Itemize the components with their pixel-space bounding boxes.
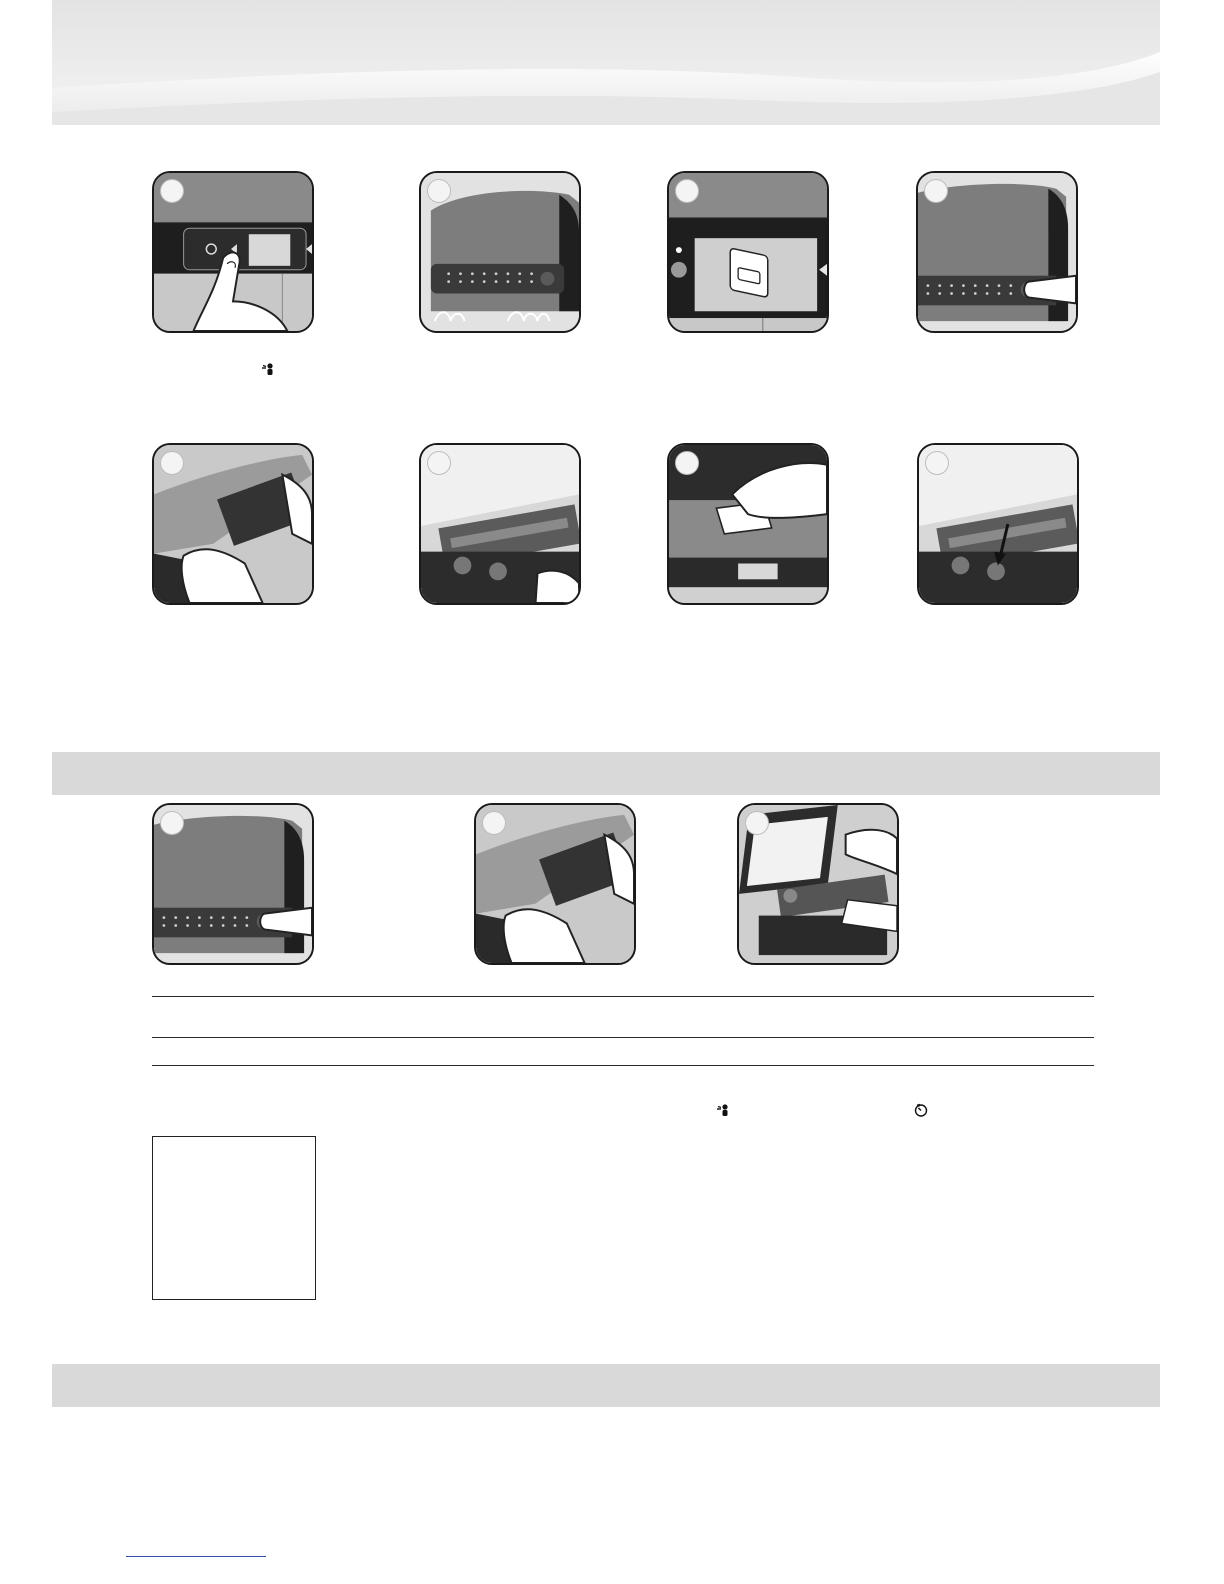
step-number-marker bbox=[160, 451, 184, 475]
table-rule-top bbox=[152, 996, 1094, 997]
table-rule-middle bbox=[152, 1037, 1094, 1038]
step-number-marker bbox=[675, 451, 699, 475]
step-number-marker bbox=[427, 451, 451, 475]
note-box bbox=[152, 1136, 316, 1300]
header-wave-band bbox=[52, 0, 1160, 125]
step-number-marker bbox=[427, 179, 451, 203]
table-rule-bottom bbox=[152, 1065, 1094, 1066]
illustration-lift-top-cover bbox=[152, 443, 314, 605]
illustration-press-control-panel-button bbox=[152, 171, 314, 333]
step-number-marker bbox=[675, 179, 699, 203]
sensor-cleaning-icon bbox=[716, 1103, 730, 1117]
illustration-wipe-inside-cloth bbox=[667, 443, 829, 605]
illustration-press-release-button bbox=[916, 171, 1078, 333]
illustration-display-shows-cleaning-prompt bbox=[667, 171, 829, 333]
illustration-clear-paper-jam bbox=[737, 803, 899, 965]
step-number-marker bbox=[745, 811, 769, 835]
illustration-vents-release-heat bbox=[419, 171, 581, 333]
footer-link[interactable] bbox=[126, 1556, 266, 1557]
section-heading-bar bbox=[52, 752, 1160, 795]
section-heading-bar bbox=[52, 1364, 1160, 1407]
step-number-marker bbox=[925, 451, 949, 475]
step-number-marker bbox=[160, 179, 184, 203]
step-number-marker bbox=[482, 811, 506, 835]
timer-icon bbox=[914, 1103, 928, 1117]
illustration-lift-top-cover bbox=[474, 803, 636, 965]
step-number-marker bbox=[924, 179, 948, 203]
illustration-press-release-button bbox=[152, 803, 314, 965]
step-number-marker bbox=[160, 811, 184, 835]
illustration-reinsert-roller-assembly bbox=[917, 443, 1079, 605]
illustration-remove-roller-assembly bbox=[419, 443, 581, 605]
sensor-cleaning-icon bbox=[261, 362, 275, 376]
